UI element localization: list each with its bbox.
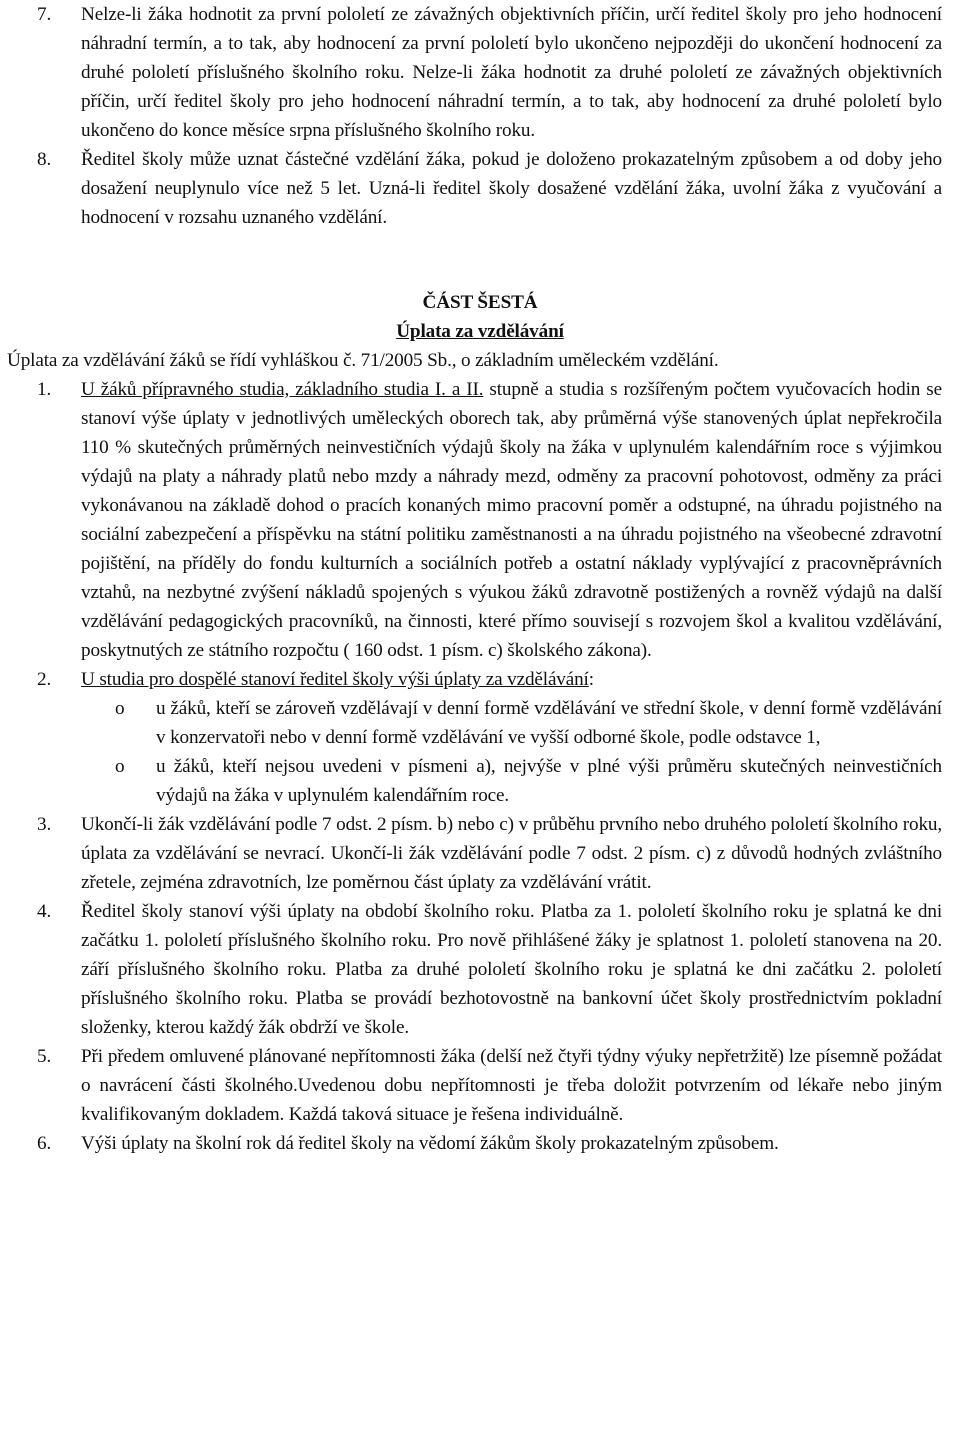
item-number: 7. (37, 4, 52, 25)
item-text: Ředitel školy může uznat částečné vzdělání žáka, pokud je doloženo prokazatelným způsobem a od doby jeho dosažení neuplynulo více než 5 let. Uzná-li ředitel školy dosažené vzdělání žáka, uvolní žáka z vyučování a hodnocení v rozsahu uznaného vzdělání. (81, 149, 942, 228)
list-item-1 (0, 375, 942, 665)
part-subtitle (0, 317, 960, 346)
list-item-8 (0, 145, 942, 232)
part-intro: Úplata za vzdělávání žáků se řídí vyhláškou č. 71/2005 Sb., o základním uměleckém vzdělání. (7, 350, 719, 371)
bullet-text: u žáků, kteří se zároveň vzdělávají v denní formě vzdělávání ve střední škole, v denní formě vzdělávání v konzervatoři nebo v denní formě vzdělávání ve vyšší odborné škole, podle odstavce 1, (156, 698, 942, 748)
list-item-3 (0, 810, 942, 897)
part-subtitle-text: Úplata za vzdělávání (396, 321, 564, 342)
item-body-text: : (588, 669, 594, 690)
item-number: 8. (37, 149, 52, 170)
item-underlined-text: U žáků přípravného studia, základního studia I. a II. (81, 379, 484, 400)
list-item-5 (0, 1042, 942, 1129)
sub-bullet-b (0, 752, 942, 810)
item-number: 6. (37, 1133, 52, 1154)
bullet-mark: o (115, 756, 125, 777)
item-text (81, 375, 942, 665)
bullet-mark: o (115, 698, 125, 719)
list-item-2 (0, 665, 942, 694)
item-body-text: stupně a studia s rozšířeným počtem vyučovacích hodin se stanoví výše úplaty v jednotlivých uměleckých oborech tak, aby průměrná výše stanovených úplat nepřekročila 110 % skutečných průměrných neinvestičních výdajů školy na žáka v uplynulém kalendářním roce s výjimkou výdajů na platy a náhrady platů nebo mzdy a náhrady mezd, odměny za pracovní pohotovost, odměny za práci vykonávanou na základě dohod o pracích konaných mimo pracovní poměr a odstupné, na úhradu pojistného na sociální zabezpečení a příspěvku na státní politiku zaměstnanosti a na úhradu pojistného na všeobecné zdravotní pojištění, na příděly do fondu kulturních a sociálních potřeb a ostatní náklady vyplývající z pracovněprávních vztahů, na nezbytné zvýšení nákladů spojených s výukou žáků zdravotně postižených a rovněž výdajů na další vzdělávání pedagogických pracovníků, na činnosti, které přímo souvisejí s rozvojem škol a kvalitou vzdělávání, poskytnutých ze státního rozpočtu ( 160 odst. 1 písm. c) školského zákona). (81, 379, 942, 661)
list-item-7 (0, 0, 942, 145)
part-title: ČÁST ŠESTÁ (422, 292, 538, 313)
item-text: Ukončí-li žák vzdělávání podle 7 odst. 2 písm. b) nebo c) v průběhu prvního nebo druhého pololetí školního roku, úplata za vzdělávání se nevrací. Ukončí-li žák vzdělávání podle 7 odst. 2 písm. c) z důvodů hodných zvláštního zřetele, zejména zdravotních, lze poměrnou část úplaty za vzdělávání vrátit. (81, 814, 942, 893)
item-text (81, 665, 942, 694)
item-text: Nelze-li žáka hodnotit za první pololetí ze závažných objektivních příčin, určí ředitel školy pro jeho hodnocení náhradní termín, a to tak, aby hodnocení za první pololetí bylo ukončeno nejpozději do ukončení hodnocení za druhé pololetí příslušného školního roku. Nelze-li žáka hodnotit za druhé pololetí ze závažných objektivních příčin, určí ředitel školy pro jeho hodnocení náhradní termín, a to tak, aby hodnocení za druhé pololetí bylo ukončeno do konce měsíce srpna příslušného školního roku. (81, 4, 942, 141)
item-text: Při předem omluvené plánované nepřítomnosti žáka (delší než čtyři týdny výuky nepřetržitě) lze písemně požádat o navrácení části školného.Uvedenou dobu nepřítomnosti je třeba doložit potvrzením od lékaře nebo jiným kvalifikovaným dokladem. Každá taková situace je řešena individuálně. (81, 1046, 942, 1125)
bullet-text: u žáků, kteří nejsou uvedeni v písmeni a), nejvýše v plné výši průměru skutečných neinvestičních výdajů na žáka v uplynulém kalendářním roce. (156, 756, 942, 806)
item-underlined-text: U studia pro dospělé stanoví ředitel školy výši úplaty za vzdělávání (81, 669, 589, 690)
item-text: Výši úplaty na školní rok dá ředitel školy na vědomí žákům školy prokazatelným způsobem. (81, 1133, 779, 1154)
item-text: Ředitel školy stanoví výši úplaty na období školního roku. Platba za 1. pololetí školního roku je splatná ke dni začátku 1. pololetí příslušného školního roku. Pro nově přihlášené žáky je splatnost 1. pololetí stanovena na 20. září příslušného školního roku. Platba za druhé pololetí školního roku je splatná ke dni začátku 2. pololetí příslušného školního roku. Platba se provádí bezhotovostně na bankovní účet školy prostřednictvím pokladní složenky, kterou každý žák obdrží ve škole. (81, 901, 942, 1038)
item-number: 3. (37, 814, 52, 835)
list-item-4 (0, 897, 942, 1042)
sub-bullet-a (0, 694, 942, 752)
item-number: 4. (37, 901, 52, 922)
item-number: 2. (37, 669, 52, 690)
item-number: 1. (37, 379, 52, 400)
spacer (0, 232, 960, 288)
list-item-6 (0, 1129, 942, 1158)
item-number: 5. (37, 1046, 52, 1067)
